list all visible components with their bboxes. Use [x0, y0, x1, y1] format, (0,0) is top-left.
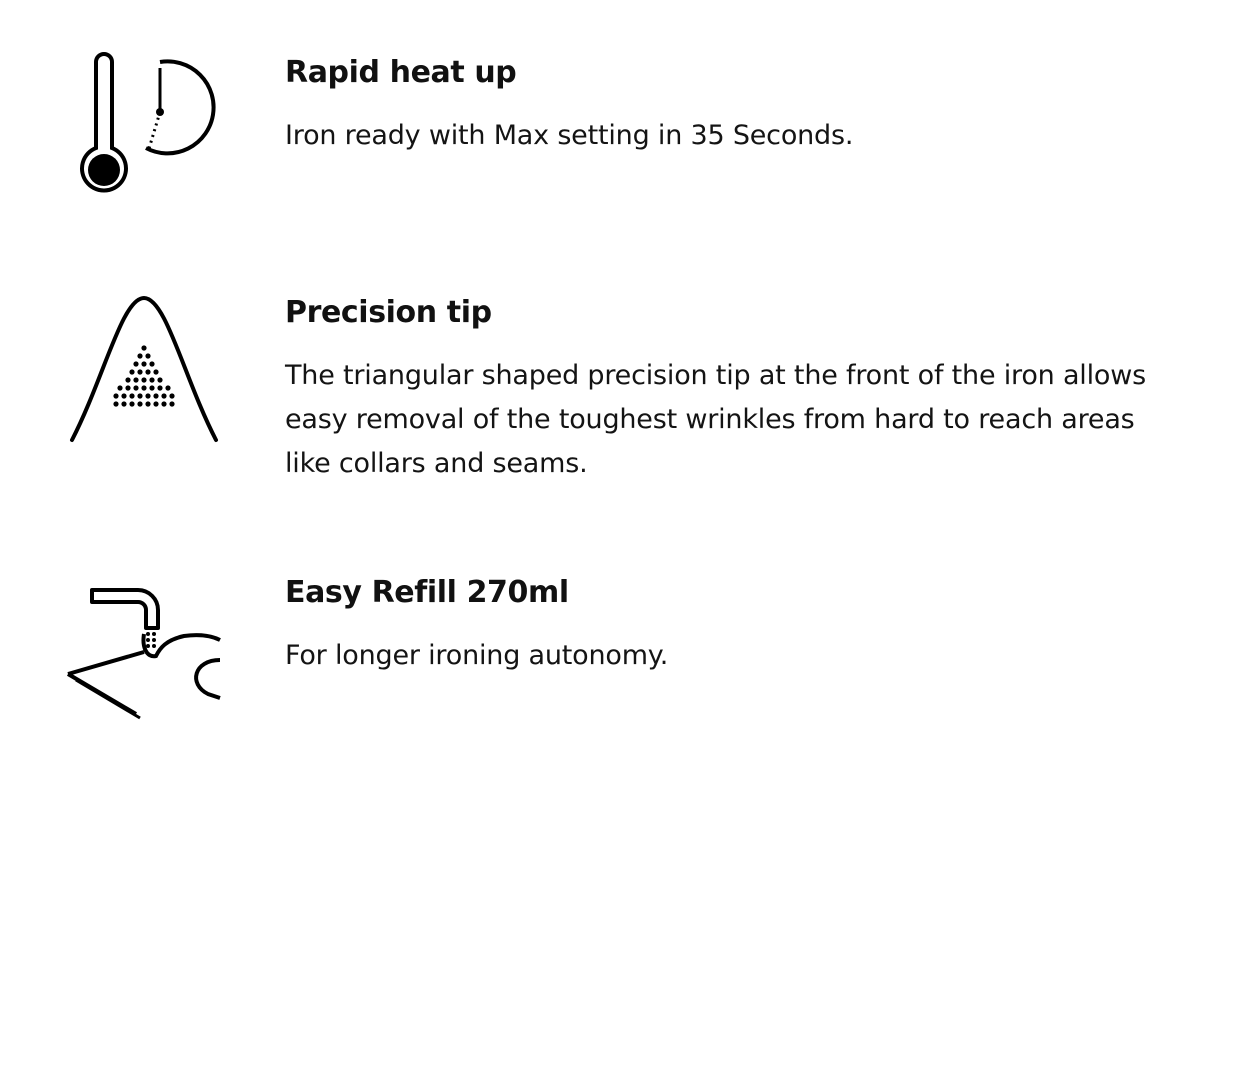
feature-text — [285, 54, 1185, 158]
feature-description: Iron ready with Max setting in 35 Seconds. — [285, 120, 854, 151]
feature-description: For longer ironing autonomy. — [285, 640, 669, 671]
feature-text — [285, 294, 1185, 486]
feature-title: Rapid heat up — [285, 55, 517, 90]
thermometer-timer-icon — [64, 48, 224, 208]
feature-description: The triangular shaped precision tip at the front of the iron allows easy removal of the toughest wrinkles from hard to reach areas like collars and seams. — [285, 360, 1146, 479]
feature-title: Easy Refill 270ml — [285, 575, 569, 610]
water-refill-icon — [64, 576, 224, 736]
feature-title: Precision tip — [285, 295, 492, 330]
precision-tip-icon — [64, 288, 224, 448]
feature-text — [285, 574, 1185, 678]
